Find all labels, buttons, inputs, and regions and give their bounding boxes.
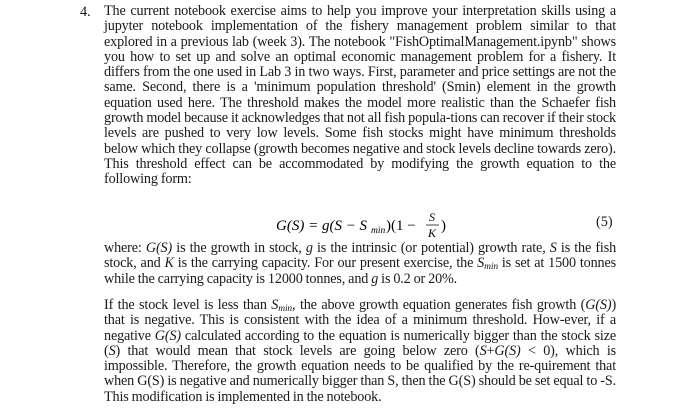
- math-subscript: min: [484, 262, 498, 273]
- intro-paragraph: The current notebook exercise aims to help you improve your interpretation skills using a jupyter notebook implementation of the fishery management problem similar to that explored in a previous lab (week 3). The notebook "FishOptimalManagement.ipynb" shows you how to set up and solve an optimal economic management problem for a fishery. It differs from the one used in Lab 3 in two ways. First, parameter and price settings are not the same. Second, there is a 'minimum population threshold' (Smin) element in the growth equation used here. The threshold makes the model more realistic than the Schaefer fish growth model because it acknowledges that not all fish popula-tions can recover if their stock levels are pushed to very low levels. Some fish stocks might have minimum thresholds below which they collapse (growth becomes negative and stock levels decline towards zero). This threshold effect can be accommodated by modifying the growth equation to the following form:: [104, 3, 616, 188]
- equation-denominator: K: [428, 226, 437, 240]
- text-run: If the stock level is less than: [104, 297, 272, 313]
- text-run: is set at 1500 tonnes while the carrying capacity is 12000 tonnes, and: [104, 255, 616, 287]
- math-run: G(S): [585, 297, 612, 313]
- text-run: < 0), which is impossible. Therefore, the growth equation needs to be qualified by the re-quirement that when G(S) is negative and numerically bigger than S, then the G(S) should be set equal to -S. This modification is implemented in the notebook.: [104, 342, 616, 405]
- math-run: S: [477, 255, 485, 272]
- math-run: S: [549, 240, 557, 256]
- text-run: ) that is negative. This is consistent with the idea of a minimum threshold. How-ever, if a negative: [104, 297, 617, 344]
- equation-lhs: G(S) = g(S − S: [276, 218, 368, 234]
- equation-middle: )(1 −: [386, 218, 416, 234]
- equation-numerator: S: [429, 210, 435, 224]
- text-run: calculated according to the equation is numerically bigger than the stock size (: [104, 327, 617, 359]
- threshold-paragraph: [104, 298, 616, 405]
- equation-close: ): [441, 218, 446, 234]
- equation-number: (5): [596, 214, 613, 230]
- math-run: K: [164, 255, 174, 272]
- math-run: G(S): [145, 240, 173, 256]
- math-run: S: [271, 297, 279, 313]
- math-subscript: min: [278, 304, 293, 314]
- text-run: where:: [104, 240, 146, 256]
- math-run: g: [305, 240, 313, 256]
- math-run: S: [479, 342, 487, 359]
- math-run: S: [108, 342, 116, 359]
- math-run: G(S): [494, 342, 521, 359]
- text-run: is 0.2 or 20%.: [378, 270, 458, 287]
- text-run: is the fish stock, and: [104, 240, 617, 272]
- math-run: g: [371, 270, 379, 287]
- equation-subscript: min: [371, 226, 386, 236]
- text-run: , the above growth equation generates fish growth (: [292, 297, 586, 313]
- text-run: is the intrinsic (or potential) growth rate,: [312, 240, 550, 256]
- text-run: is the growth in stock,: [172, 240, 306, 256]
- text-run: ) that would mean that stock levels are going below zero (: [115, 342, 480, 359]
- definitions-paragraph: [104, 241, 616, 287]
- text-run: +: [486, 342, 495, 359]
- exercise-number: 4.: [80, 4, 91, 20]
- text-run: is the carrying capacity. For our present exercise, the: [173, 255, 478, 272]
- math-run: G(S): [154, 327, 181, 344]
